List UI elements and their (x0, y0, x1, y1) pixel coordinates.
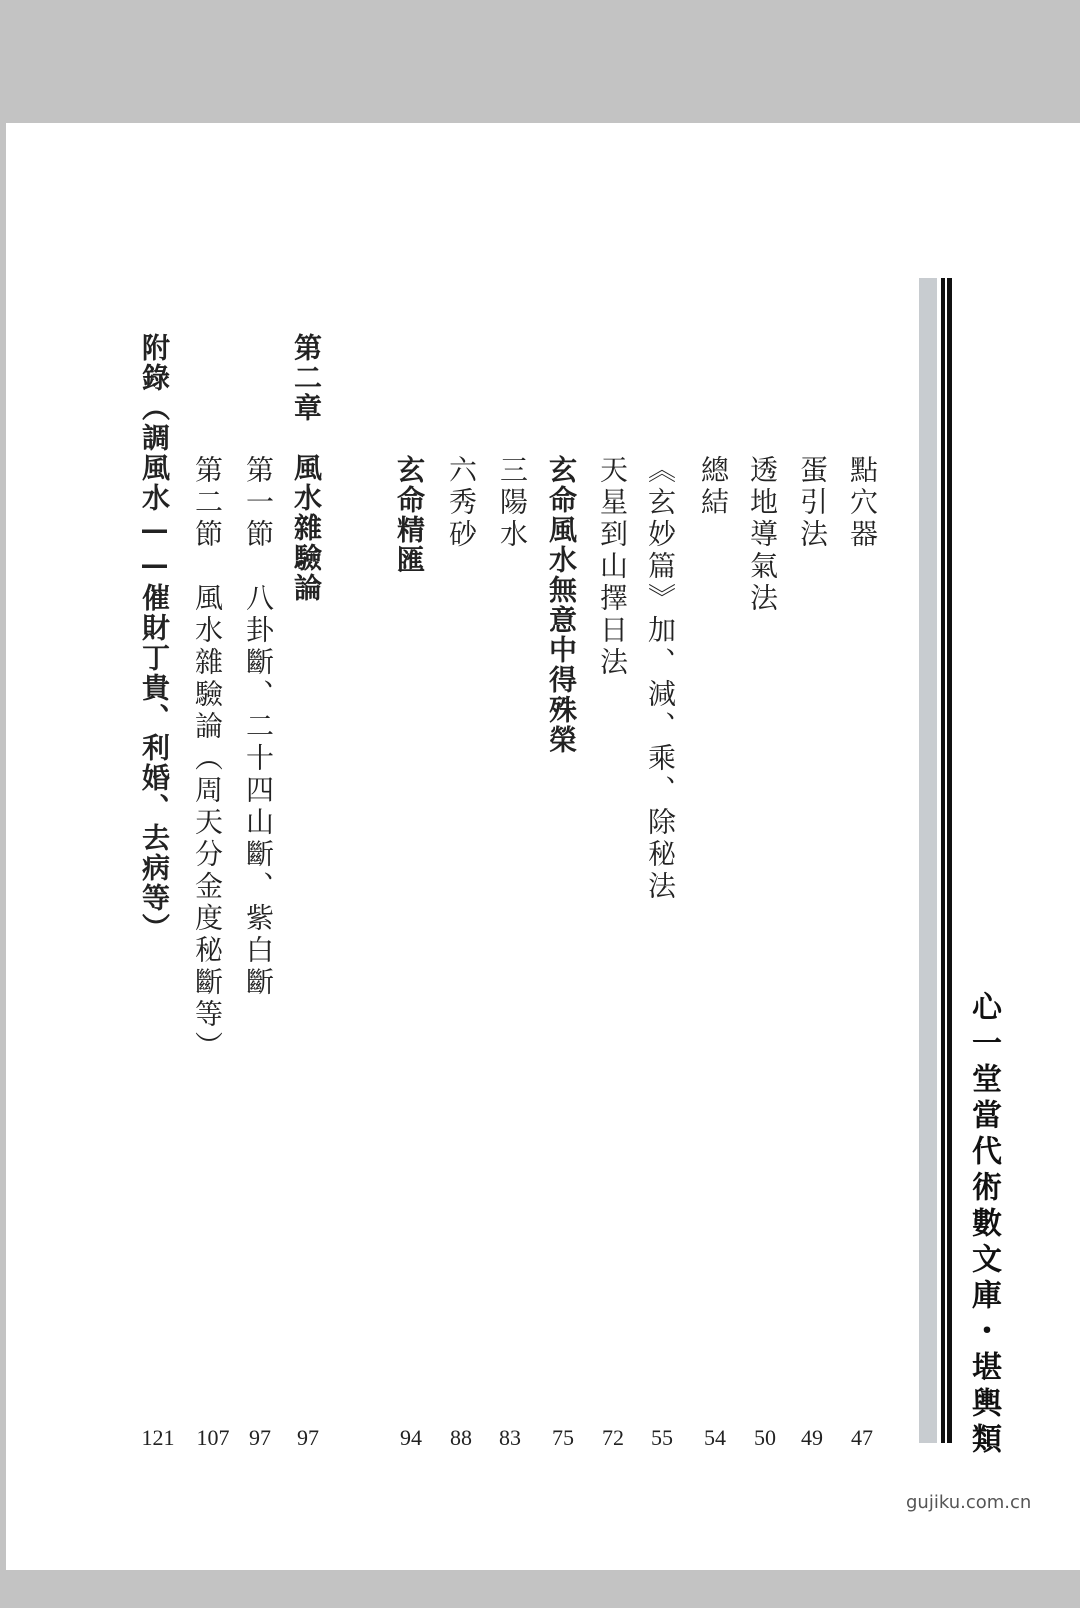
page-number: 97 (249, 1425, 271, 1450)
toc-entry: 《玄妙篇》加、減、乘、除秘法 (644, 455, 677, 903)
series-title: 心一堂當代術數文庫・堪輿類 (966, 991, 1001, 1459)
toc-entry: 總結 (697, 455, 730, 519)
page-number: 88 (450, 1425, 472, 1450)
page-number: 50 (754, 1425, 776, 1450)
toc-entry: 第一節 八卦斷、二十四山斷、紫白斷 (242, 455, 275, 999)
side-rail (919, 278, 959, 1443)
toc-entry: 六秀砂 (445, 455, 478, 551)
toc-entry: 三陽水 (496, 455, 529, 551)
toc-entry: 玄命精匯 (393, 455, 426, 575)
page-number: 94 (400, 1425, 422, 1450)
chapter-heading: 第二章 風水雜驗論 (290, 333, 323, 603)
page-number: 121 (141, 1425, 175, 1450)
page-number: 72 (602, 1425, 624, 1450)
watermark: gujiku.com.cn (906, 1492, 1032, 1513)
page-number: 55 (651, 1425, 673, 1450)
toc-entry: 蛋引法 (796, 455, 829, 551)
page-number: 75 (552, 1425, 574, 1450)
page-number: 54 (704, 1425, 726, 1450)
page-number: 49 (801, 1425, 823, 1450)
toc-entry: 第二節 風水雜驗論（周天分金度秘斷等） (191, 455, 224, 1063)
toc-entry: 天星到山擇日法 (596, 455, 629, 679)
appendix-heading: 附錄（調風水——催財丁貴、利婚、去病等） (138, 333, 171, 943)
toc-entry: 玄命風水無意中得殊榮 (545, 455, 578, 755)
page-number: 97 (297, 1425, 319, 1450)
rule-line (947, 278, 952, 1443)
rule-line (941, 278, 945, 1443)
page-number: 107 (196, 1425, 230, 1450)
gray-band (919, 278, 937, 1443)
page-number: 83 (499, 1425, 521, 1450)
document-page (6, 123, 1080, 1570)
page-number: 47 (851, 1425, 873, 1450)
toc-entry: 透地導氣法 (746, 455, 779, 615)
toc-entry: 點穴器 (846, 455, 879, 551)
